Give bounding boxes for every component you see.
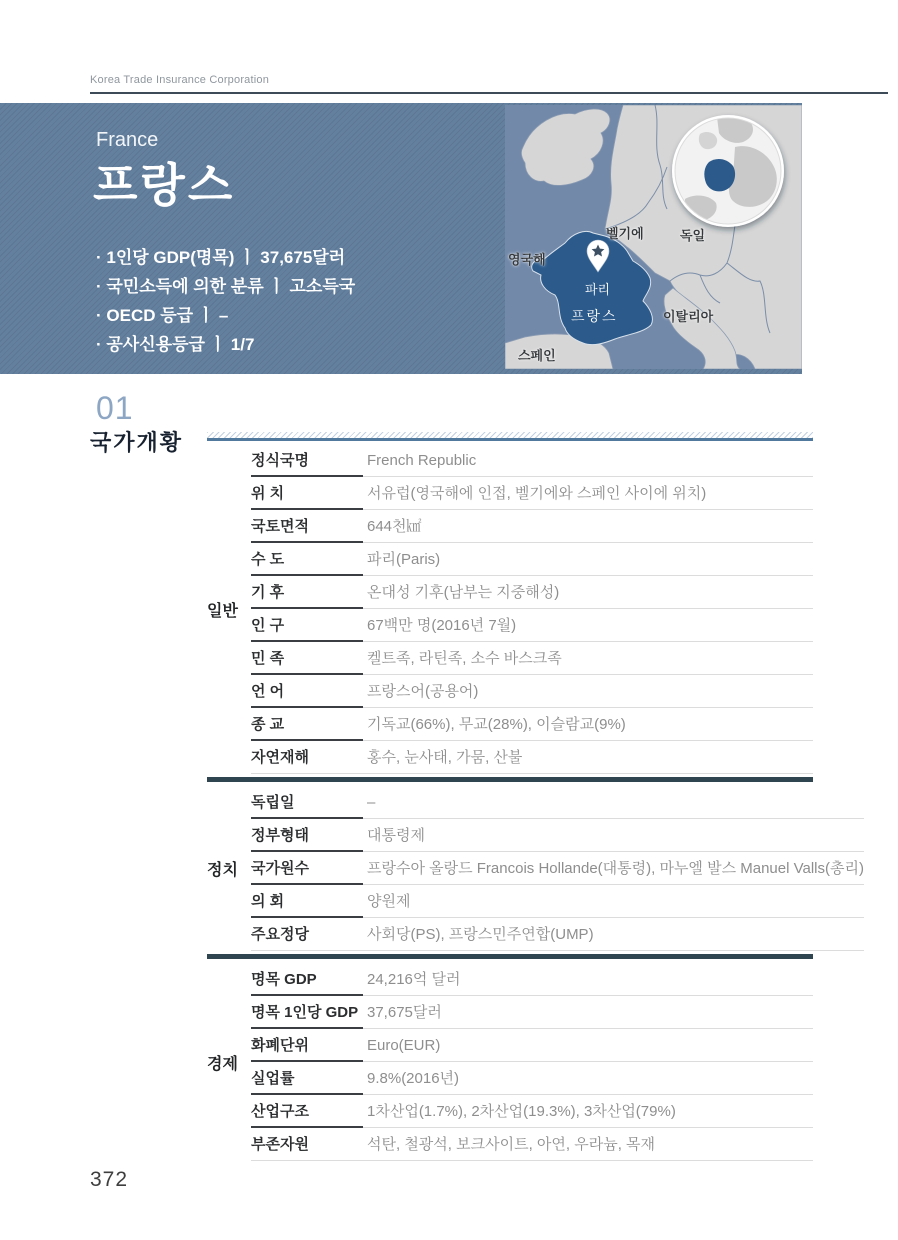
map-label-italy: 이탈리아 <box>663 309 714 324</box>
section-number: 01 <box>96 390 134 426</box>
map-label-germany: 독일 <box>680 228 706 243</box>
country-name-ko: 프랑스 <box>93 159 236 211</box>
stat-gdp-per-capita: · 1인당 GDP(명목) ㅣ 37,675달러 <box>96 248 346 267</box>
map-label-france: 프랑스 <box>571 308 618 324</box>
group-name-general: 일반 <box>207 602 238 620</box>
row-value: 9.8%(2016년) <box>363 1062 813 1095</box>
header-rule <box>90 92 888 94</box>
row-label: 주요정당 <box>251 918 363 951</box>
row-label: 수 도 <box>251 543 363 576</box>
country-name-en: France <box>96 129 159 151</box>
row-value: 644천㎢ <box>363 510 813 543</box>
table-group-economy <box>207 963 813 1161</box>
row-value: 기독교(66%), 무교(28%), 이슬람교(9%) <box>363 708 813 741</box>
map-label-paris: 파리 <box>585 282 611 297</box>
row-label: 기 후 <box>251 576 363 609</box>
row-label: 부존자원 <box>251 1128 363 1161</box>
row-value: 24,216억 달러 <box>363 963 813 996</box>
row-label: 국토면적 <box>251 510 363 543</box>
row-label: 명목 GDP <box>251 963 363 996</box>
row-value: 1차산업(1.7%), 2차산업(19.3%), 3차산업(79%) <box>363 1095 813 1128</box>
row-value: 홍수, 눈사태, 가뭄, 산불 <box>363 741 813 774</box>
country-overview-table <box>207 432 864 1161</box>
map-label-channel: 영국해 <box>508 252 546 267</box>
group-name-economy: 경제 <box>207 1055 238 1073</box>
row-label: 위 치 <box>251 477 363 510</box>
row-label: 의 회 <box>251 885 363 918</box>
row-value: 프랑수아 올랑드 Francois Hollande(대통령), 마누엘 발스 Manuel Valls(총리) <box>363 852 864 885</box>
section-title: 국가개황 <box>90 430 184 455</box>
row-value: 켈트족, 라틴족, 소수 바스크족 <box>363 642 813 675</box>
row-label: 산업구조 <box>251 1095 363 1128</box>
row-value: 서유럽(영국해에 인접, 벨기에와 스페인 사이에 위치) <box>363 477 813 510</box>
row-label: 정식국명 <box>251 444 363 477</box>
row-label: 자연재해 <box>251 741 363 774</box>
row-value: 67백만 명(2016년 7월) <box>363 609 813 642</box>
row-value: Euro(EUR) <box>363 1029 813 1062</box>
row-label: 실업률 <box>251 1062 363 1095</box>
row-label: 인 구 <box>251 609 363 642</box>
row-label: 종 교 <box>251 708 363 741</box>
row-value: 양원제 <box>363 885 864 918</box>
row-value: 온대성 기후(남부는 지중해성) <box>363 576 813 609</box>
group-separator <box>207 777 813 782</box>
inset-france-shape <box>704 159 735 191</box>
publisher-name: Korea Trade Insurance Corporation <box>90 74 270 86</box>
row-label: 언 어 <box>251 675 363 708</box>
row-value: 파리(Paris) <box>363 543 813 576</box>
row-value: 대통령제 <box>363 819 864 852</box>
europe-map <box>505 105 802 369</box>
row-label: 민 족 <box>251 642 363 675</box>
group-name-politics: 정치 <box>207 862 238 879</box>
row-value: French Republic <box>363 444 813 477</box>
table-group-politics <box>207 786 864 951</box>
country-key-stats <box>96 243 355 359</box>
row-value: 석탄, 철광석, 보크사이트, 아연, 우라늄, 목재 <box>363 1128 813 1161</box>
row-label: 국가원수 <box>251 852 363 885</box>
stat-income-class: · 국민소득에 의한 분류 ㅣ 고소득국 <box>96 277 356 296</box>
map-label-belgium: 벨기에 <box>606 226 644 241</box>
row-value: – <box>363 786 864 819</box>
row-value: 프랑스어(공용어) <box>363 675 813 708</box>
row-label: 정부형태 <box>251 819 363 852</box>
row-label: 독립일 <box>251 786 363 819</box>
table-top-hatch <box>207 432 813 441</box>
table-group-general <box>207 444 813 774</box>
row-label: 화폐단위 <box>251 1029 363 1062</box>
stat-oecd-grade: · OECD 등급 ㅣ – <box>96 306 229 325</box>
stat-ksure-credit-grade: · 공사신용등급 ㅣ 1/7 <box>96 335 255 354</box>
row-value: 사회당(PS), 프랑스민주연합(UMP) <box>363 918 864 951</box>
europe-map-graphic <box>505 105 802 369</box>
group-separator <box>207 954 813 959</box>
map-label-spain: 스페인 <box>518 348 556 363</box>
row-label: 명목 1인당 GDP <box>251 996 363 1029</box>
row-value: 37,675달러 <box>363 996 813 1029</box>
page-number: 372 <box>90 1168 129 1191</box>
